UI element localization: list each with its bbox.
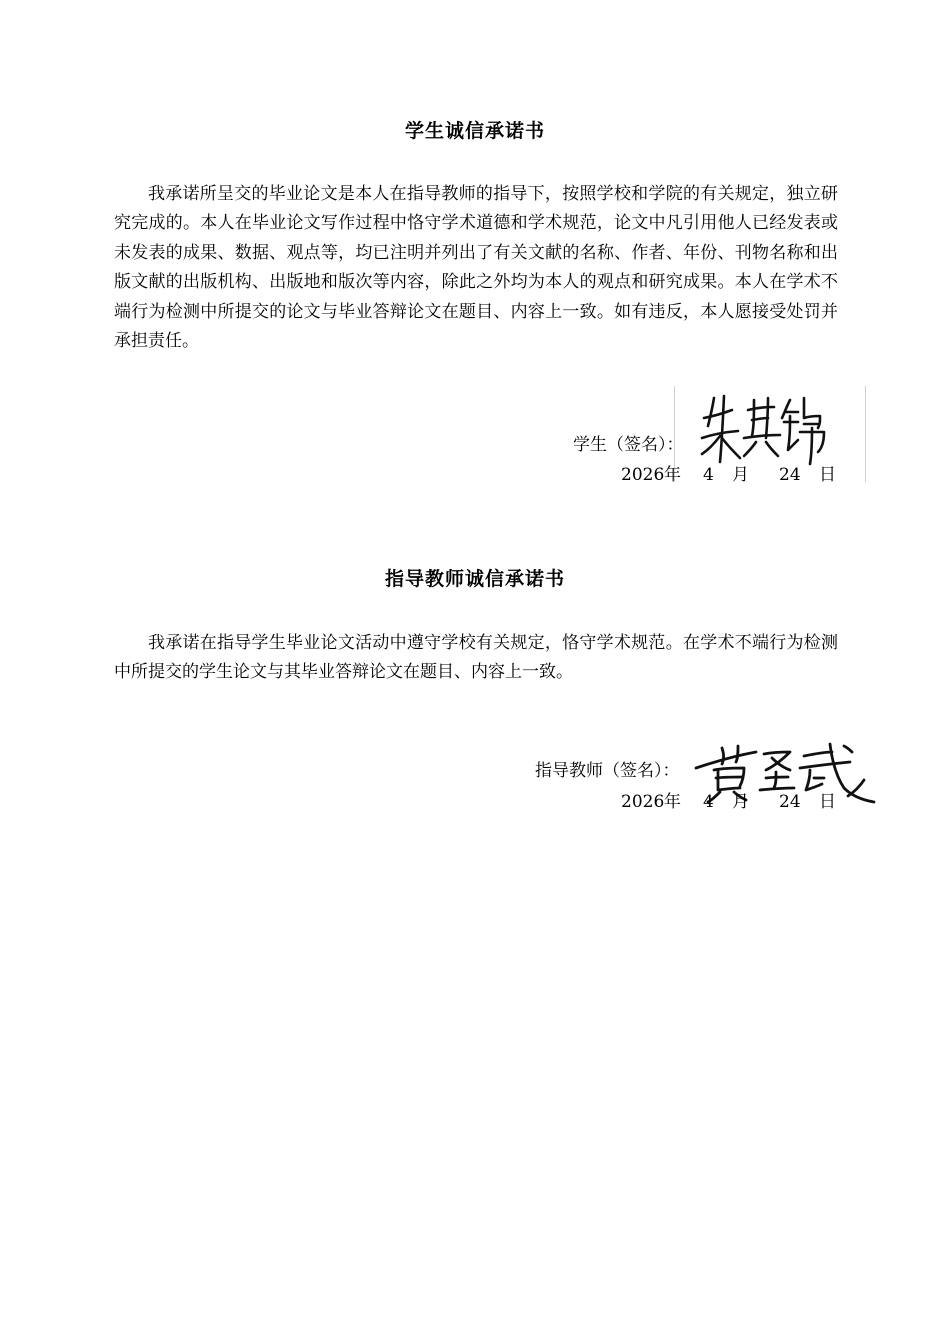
student-pledge-body: 我承诺所呈交的毕业论文是本人在指导教师的指导下，按照学校和学院的有关规定，独立研究完成的。本人在毕业论文写作过程中恪守学术道德和学术规范，论文中凡引用他人已经发表或未发表的成果、数据、观点等，均已注明并列出了有关文献的名称、作者、年份、刊物名称和出版文献的出版机构、出版地和版次等内容，除此之外均为本人的观点和研究成果。本人在学术不端行为检测中所提交的论文与毕业答辩论文在题目、内容上一致。如有违反，本人愿接受处罚并承担责任。 xyxy=(114,184,838,352)
student-signing-date xyxy=(621,467,841,487)
student-handwritten-signature xyxy=(700,388,830,468)
advisor-signature-label: 指导教师（签名）： xyxy=(535,761,680,781)
student-date-day-unit: 日 xyxy=(819,465,836,485)
advisor-date-day-unit: 日 xyxy=(819,792,836,812)
advisor-signing-date xyxy=(621,794,841,814)
advisor-date-year-unit: 年 xyxy=(664,792,681,812)
advisor-pledge-title: 指导教师诚信承诺书 xyxy=(384,568,565,590)
student-date-month: 4 xyxy=(703,465,714,485)
student-pledge-title: 学生诚信承诺书 xyxy=(404,120,545,142)
student-date-day: 24 xyxy=(779,465,801,485)
advisor-date-day: 24 xyxy=(779,792,801,812)
student-date-year: 2026 xyxy=(621,465,665,485)
student-signature-label: 学生（签名）： xyxy=(573,435,684,455)
advisor-date-month: 4 xyxy=(703,792,714,812)
advisor-date-month-unit: 月 xyxy=(732,792,749,812)
advisor-pledge-body: 我承诺在指导学生毕业论文活动中遵守学校有关规定，恪守学术规范。在学术不端行为检测中所提交的学生论文与其毕业答辩论文在题目、内容上一致。 xyxy=(114,633,838,683)
student-date-month-unit: 月 xyxy=(732,465,749,485)
student-date-year-unit: 年 xyxy=(664,465,681,485)
advisor-date-year: 2026 xyxy=(621,792,665,812)
